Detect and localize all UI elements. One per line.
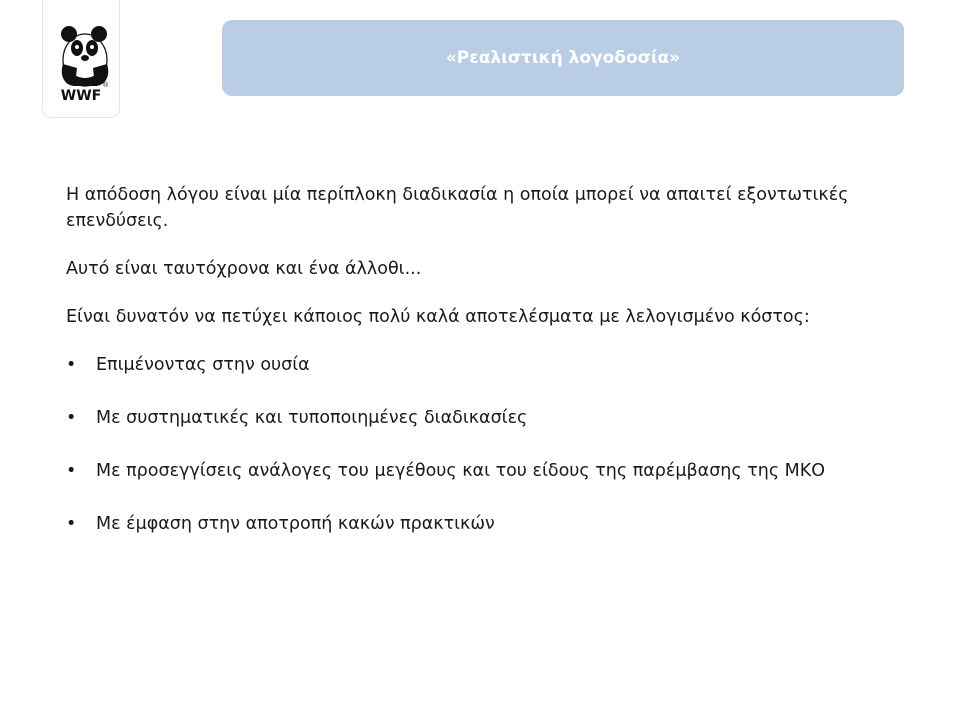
wwf-wordmark: WWF <box>60 88 102 104</box>
registered-mark: ® <box>103 82 109 89</box>
list-item <box>66 352 866 378</box>
bullet-text: Με έμφαση στην αποτροπή κακών πρακτικών <box>96 514 495 534</box>
paragraph-2: Αυτό είναι ταυτόχρονα και ένα άλλοθι... <box>66 259 422 279</box>
wwf-panda-icon <box>55 24 111 88</box>
bullet-list <box>66 352 866 537</box>
list-item <box>66 405 866 431</box>
bullet-text: Με συστηματικές και τυποποιημένες διαδικασίες <box>96 408 528 428</box>
bullet-text: Επιμένοντας στην ουσία <box>96 355 310 375</box>
bullet-dot: • <box>66 514 77 534</box>
wwf-logo <box>42 0 120 118</box>
page-title: «Ρεαλιστική λογοδοσία» <box>445 48 681 68</box>
slide-content <box>66 182 866 564</box>
bullet-dot: • <box>66 355 77 375</box>
list-item <box>66 511 866 537</box>
list-item <box>66 458 866 484</box>
bullet-dot: • <box>66 461 77 481</box>
paragraph-1: Η απόδοση λόγου είναι μία περίπλοκη διαδικασία η οποία μπορεί να απαιτεί εξοντωτικές επενδύσεις. <box>66 185 849 231</box>
title-banner <box>222 20 904 96</box>
bullet-dot: • <box>66 408 77 428</box>
bullet-text: Με προσεγγίσεις ανάλογες του μεγέθους και του είδους της παρέμβασης της ΜΚΟ <box>96 461 826 481</box>
paragraph-3: Είναι δυνατόν να πετύχει κάποιος πολύ καλά αποτελέσματα με λελογισμένο κόστος: <box>66 307 810 327</box>
